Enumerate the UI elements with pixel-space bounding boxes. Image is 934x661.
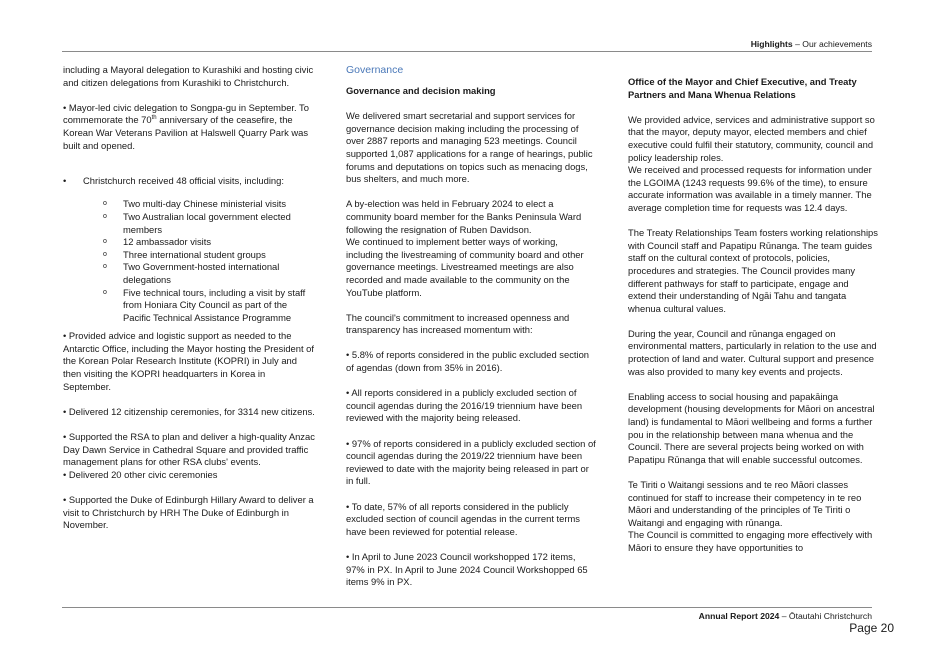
paragraph: • Supported the Duke of Edinburgh Hillary Award to deliver a visit to Christchurch by HRH The Duke of Edinburgh in November. — [63, 494, 314, 531]
paragraph: We provided advice, services and administrative support so that the mayor, deputy mayor, elected members and chief executive could fulfil their statutory, community, council and policy leadership roles. — [628, 113, 875, 163]
paragraph: including a Mayoral delegation to Kurashiki and hosting civic and citizen delegations from Kurashiki to Christchurch. — [63, 64, 314, 88]
circle-bullet-icon: o — [103, 250, 107, 258]
page-number: Page 20 — [849, 621, 894, 635]
paragraph: • Mayor-led civic delegation to Songpa-gu in September. To commemorate the 70th anniversary of the ceasefire, the Korean War Veterans Pavilion at Halswell Quarry Park was built and opened. — [63, 101, 309, 151]
paragraph: • All reports considered in a publicly excluded section of council agendas during the 2016/19 triennium have been reviewed with the majority being released. — [346, 387, 583, 424]
paragraph: Te Tiriti o Waitangi sessions and te reo Māori classes continued for staff to increase their competency in te reo Māori and understanding of the principles of Te Tiriti o Waitangi and engaging with rūnanga. — [628, 479, 862, 528]
column-middle — [346, 64, 596, 601]
footer-rule — [62, 607, 872, 608]
paragraph: Enabling access to social housing and papakāinga development (housing developments for Māori on ancestral land) is fundamental to Māori wellbeing and forms a further pou in the relationship between mana whenua and the Council. There are several projects being worked on with Papatipu Rūnanga that will enable successful outcomes. — [628, 390, 875, 465]
bullet-text: Christchurch received 48 official visits, including: — [83, 174, 284, 186]
header-rule — [62, 51, 872, 52]
paragraph: • Provided advice and logistic support as needed to the Antarctic Office, including the Mayor hosting the President of the Korean Polar Research Institute (KOPRI) in July and then visiting the KOPRI headquarters in Korea in September. — [63, 330, 315, 392]
subheading: Governance and decision making — [346, 85, 496, 96]
ordinal-suffix: th — [151, 115, 157, 122]
paragraph: • Delivered 12 citizenship ceremonies, for 3314 new citizens. — [63, 405, 315, 417]
paragraph: The Council is committed to engaging more effectively with Māori to ensure they have opportunities to — [628, 529, 873, 553]
circle-bullet-icon: o — [103, 200, 107, 208]
circle-bullet-icon: o — [103, 288, 107, 296]
paragraph: • In April to June 2023 Council workshopped 172 items, 97% in PX. In April to June 2024 Council Workshopped 65 items 9% in PX. — [346, 550, 588, 588]
running-header — [751, 39, 872, 50]
paragraph: We continued to implement better ways of working, including the livestreaming of community board and other governance meetings. Livestreamed meetings are also recorded and made available to the community on the YouTube platform. — [346, 236, 584, 298]
footer-city: – Ōtautahi Christchurch — [781, 611, 872, 621]
subheading: Office of the Mayor and Chief Executive, and Treaty Partners and Mana Whenua Relations — [628, 76, 857, 100]
bullet-item — [63, 175, 315, 188]
list-item: o Five technical tours, including a visit by staff from Honiara City Council as part of the Pacific Technical Assistance Programme — [103, 286, 306, 323]
header-subsection: – Our achievements — [795, 39, 872, 49]
paragraph: The council's commitment to increased openness and transparency has increased momentum with: — [346, 311, 570, 336]
paragraph: During the year, Council and rūnanga engaged on environmental matters, particularly in relation to the use and protection of land and water. Cultural support and presence was also provided to many key events and projects. — [628, 327, 877, 377]
paragraph: • Supported the RSA to plan and deliver a high-quality Anzac Day Dawn Service in Cathedral Square and provided traffic management plans for other RSA clubs' events. — [63, 431, 315, 468]
column-left — [63, 64, 315, 544]
paragraph: • 97% of reports considered in a publicly excluded section of council agendas during the 2019/22 triennium have been reviewed to date with the majority being released in part or in full. — [346, 437, 596, 487]
list-item: o 12 ambassador visits — [103, 236, 212, 248]
list-item: o Two Government-hosted international delegations — [103, 261, 280, 285]
section-title: Governance — [346, 64, 404, 76]
paragraph: The Treaty Relationships Team fosters working relationships with Council staff and Papatipu Rūnanga. The team guides staff on the cultural context of protocols, policies, procedures and strategies. The Council provides many different pathways for staff to participate, engage and extend their understanding of Ngāi Tahu and tangata whenua cultural values. — [628, 227, 878, 314]
paragraph: We received and processed requests for information under the LGOIMA (1243 requests 99.6% of the time), to ensure accurate information was available in a timely manner. The average completion time for requests was 12.4 days. — [628, 164, 872, 213]
paragraph: • 5.8% of reports considered in the public excluded section of agendas (down from 35% in 2016). — [346, 349, 590, 374]
paragraph: • To date, 57% of all reports considered in the publicly excluded section of council agendas in the current terms have been reviewed for potential release. — [346, 500, 580, 537]
bullet-mark: • — [63, 174, 67, 186]
circle-bullet-icon: o — [103, 238, 107, 246]
header-section: Highlights — [750, 39, 793, 49]
paragraph: • Delivered 20 other civic ceremonies — [63, 468, 218, 480]
paragraph: A by-election was held in February 2024 to elect a community board member for the Banks Peninsula Ward following the resignation of Ruben Davidson. — [346, 198, 582, 235]
column-right — [628, 64, 878, 567]
paragraph: We delivered smart secretarial and support services for governance decision making including the processing of over 2887 reports and managing 523 meetings. Council supported 1,087 applications for a range of hearings, public forums and deputations on topics such as menacing dogs, bus shelters, and much more. — [346, 110, 593, 185]
list-item: o Three international student groups — [103, 248, 266, 260]
list-item: o Two multi-day Chinese ministerial visits — [103, 198, 287, 210]
footer-report: Annual Report 2024 — [698, 611, 780, 621]
circle-bullet-icon: o — [103, 212, 107, 220]
circle-bullet-icon: o — [103, 263, 107, 271]
sub-bullet-list — [103, 198, 315, 324]
list-item: o Two Australian local government elected members — [103, 210, 291, 235]
running-footer — [699, 611, 872, 622]
